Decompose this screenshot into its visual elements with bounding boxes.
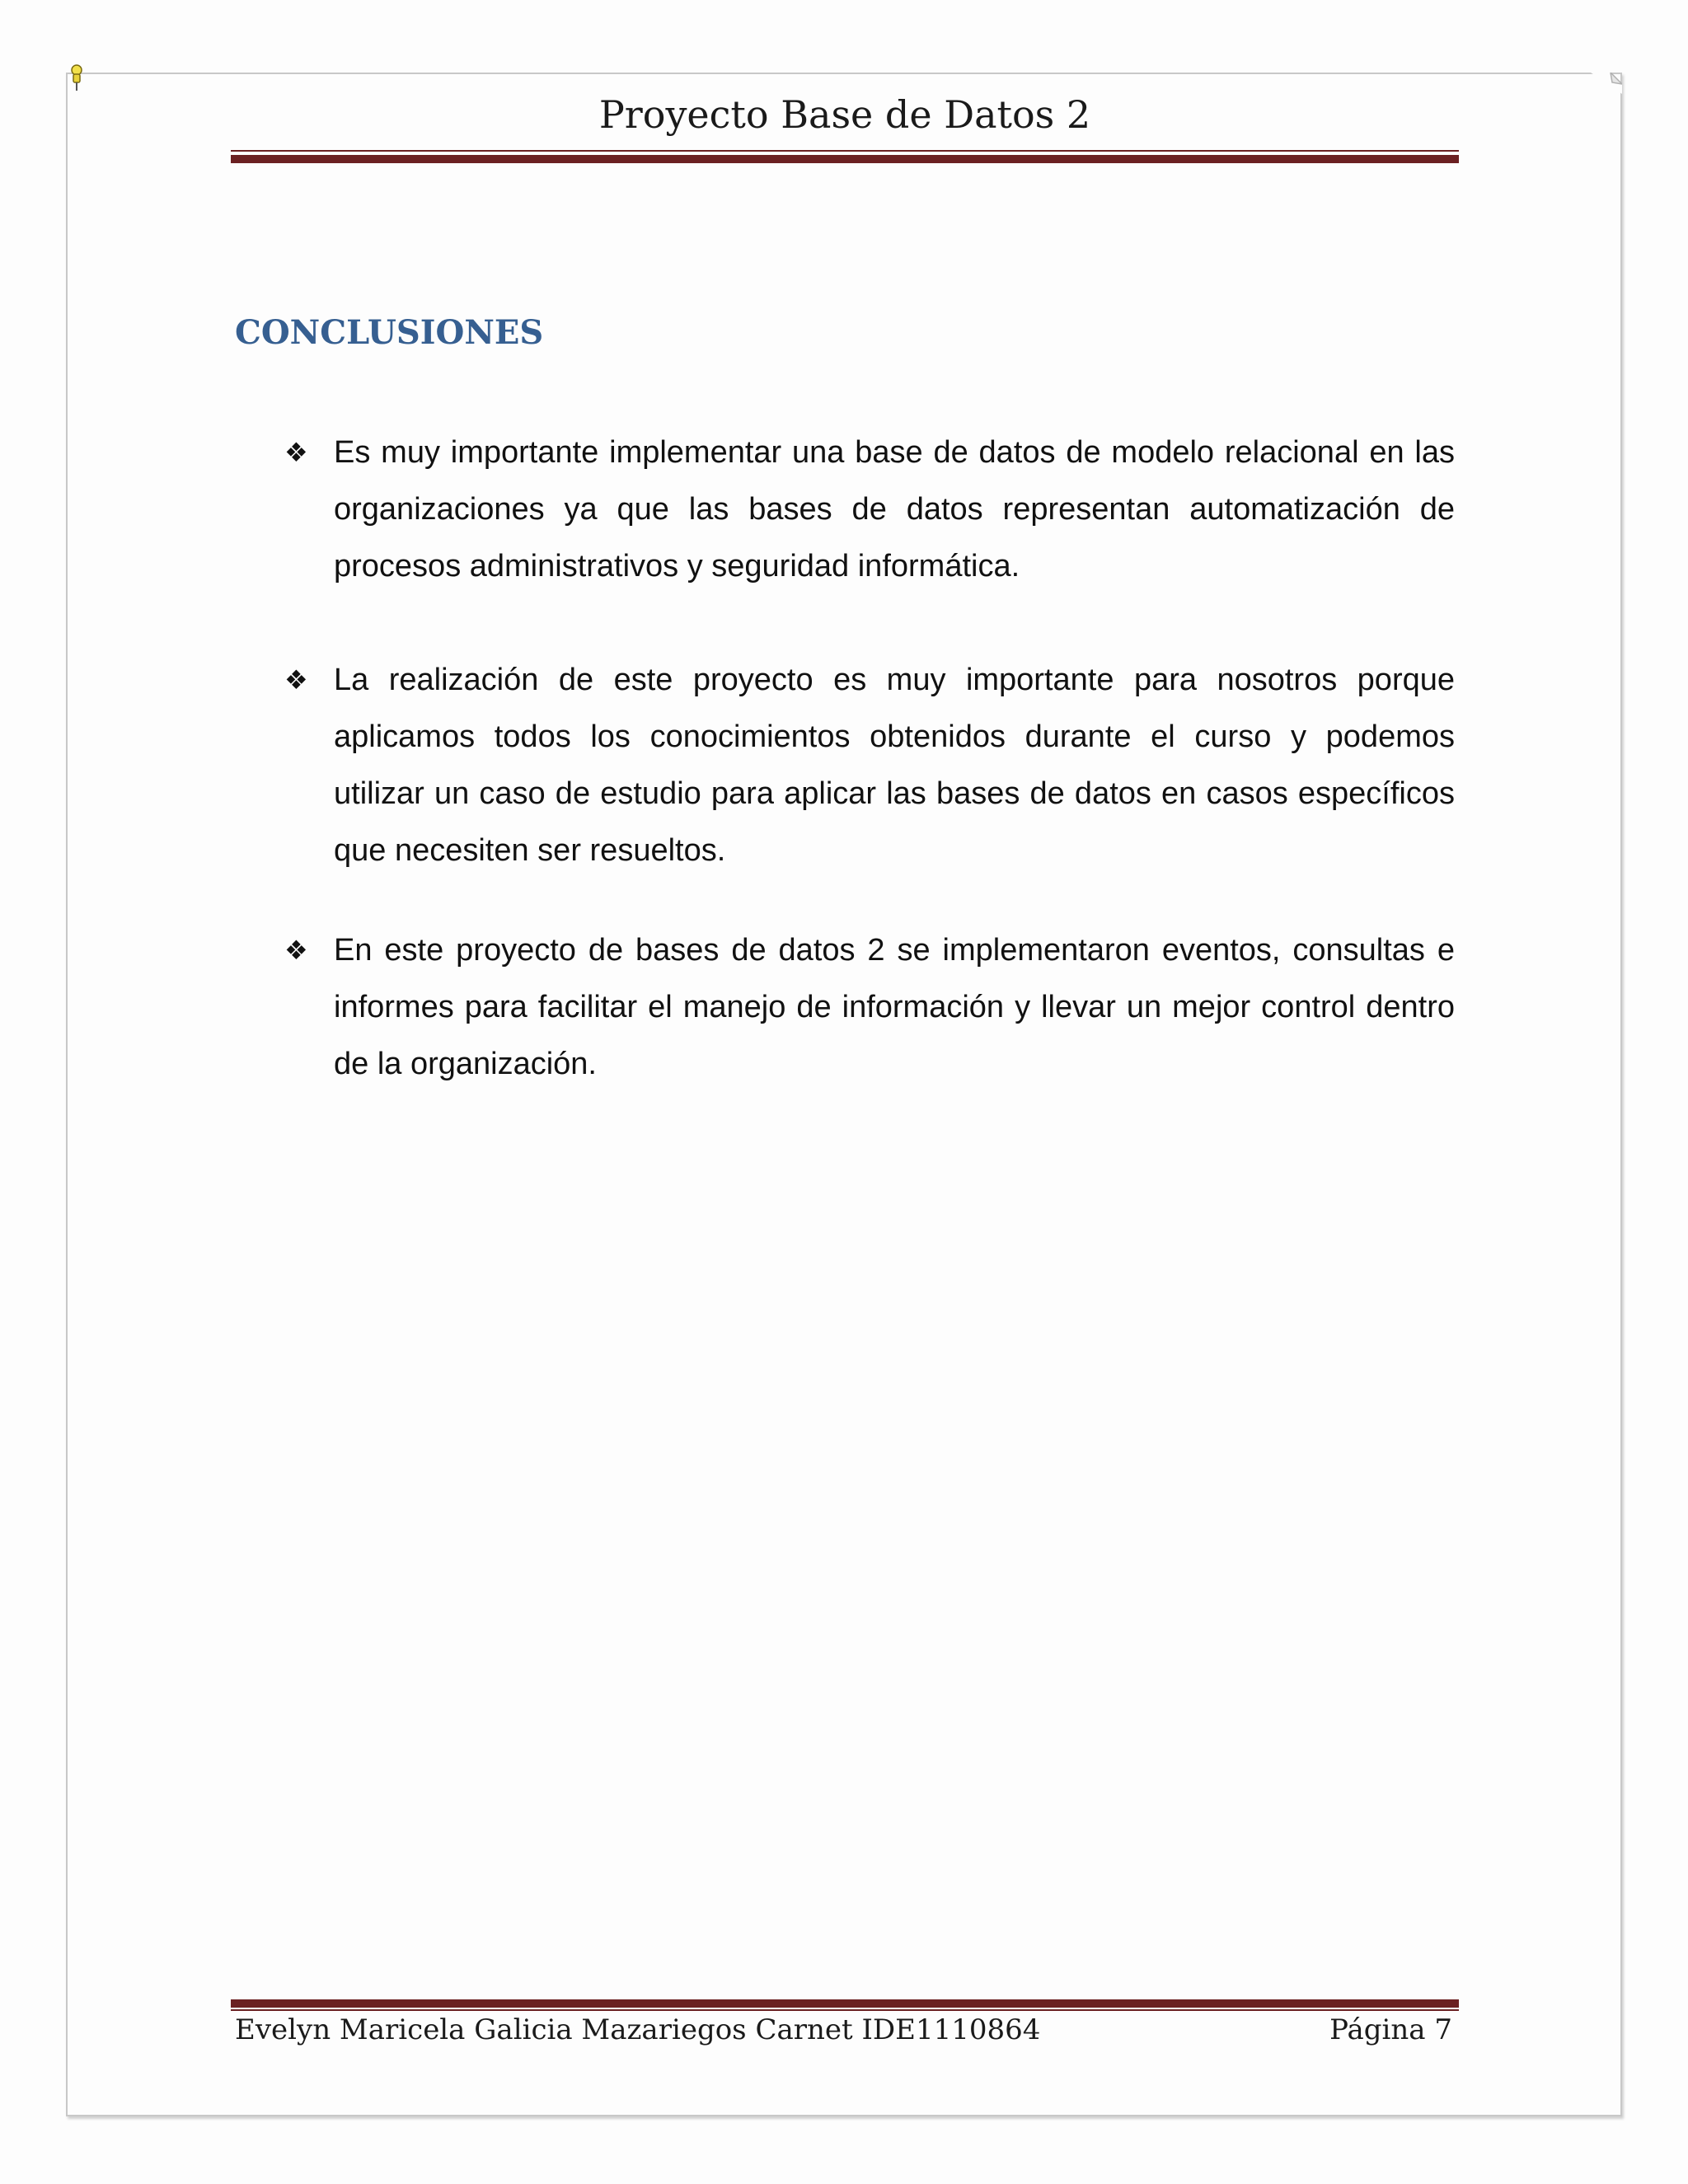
list-item-text: Es muy importante implementar una base de datos de modelo relacional en las organizaciones ya que las bases de datos representan automatización de procesos administrativos y seguridad informática.: [334, 435, 1455, 583]
list-item-text: En este proyecto de bases de datos 2 se implementaron eventos, consultas e informes para facilitar el manejo de información y llevar un mejor control dentro de la organización.: [334, 933, 1455, 1081]
section-heading: CONCLUSIONES: [235, 313, 544, 352]
conclusions-list: [284, 424, 1455, 1093]
list-item: [284, 922, 1455, 1093]
four-diamond-bullet-icon: ❖: [284, 665, 308, 695]
four-diamond-bullet-icon: ❖: [284, 438, 308, 467]
footer-rule-thin: [231, 2009, 1459, 2011]
header-rule-thick: [231, 155, 1459, 163]
document-page: [66, 73, 1622, 2116]
pushpin-icon: [69, 64, 84, 92]
page-curl-icon: [1591, 73, 1622, 94]
list-item: [284, 424, 1455, 595]
page-header-title: Proyecto Base de Datos 2: [598, 92, 1091, 137]
header-rule-thin: [231, 150, 1459, 152]
footer-page-number: Página 7: [1329, 2013, 1452, 2046]
footer-rule-thick: [231, 1999, 1459, 2008]
list-item: [284, 652, 1455, 879]
list-item-text: La realización de este proyecto es muy importante para nosotros porque aplicamos todos los conocimientos obtenidos durante el curso y podemos utilizar un caso de estudio para aplicar las bases de datos en casos específicos que necesiten ser resueltos.: [334, 663, 1455, 868]
four-diamond-bullet-icon: ❖: [284, 935, 308, 965]
footer-author: Evelyn Maricela Galicia Mazariegos Carnet IDE1110864: [235, 2013, 1041, 2046]
